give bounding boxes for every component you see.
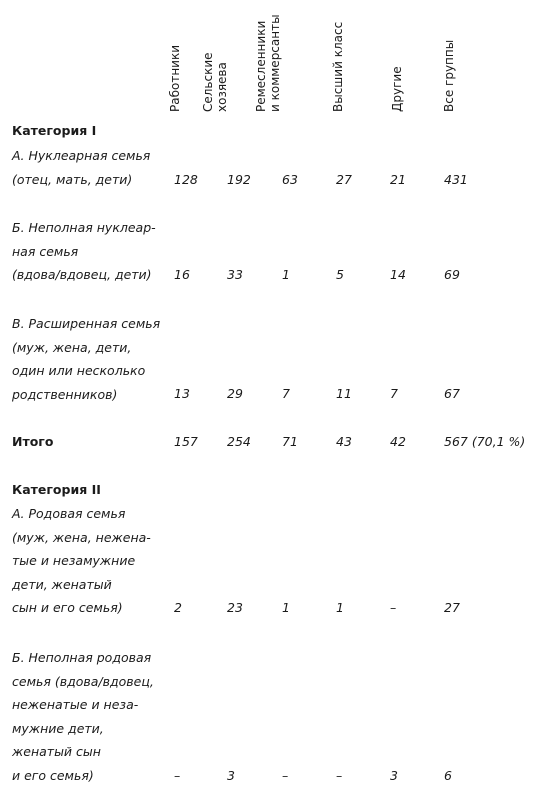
row-label-line: мужние дети,	[12, 720, 104, 736]
table-cell: –	[174, 768, 181, 783]
table-cell: 13	[174, 386, 190, 401]
table-cell: 33	[227, 267, 243, 282]
row-label	[12, 646, 154, 787]
row-label-line: неженатые и неза-	[12, 697, 139, 712]
column-header-line: Все группы	[442, 39, 456, 112]
table-cell: –	[282, 768, 289, 783]
table-cell: 2	[174, 600, 182, 615]
table-cell: 431	[444, 172, 468, 187]
total-cell: 254	[227, 434, 251, 449]
category-heading: Категория II	[12, 482, 101, 497]
row-label-line: и его семья)	[12, 767, 94, 783]
row-label-line: женатый сын	[12, 744, 101, 759]
column-header-line: Другие	[390, 66, 404, 112]
table-cell: 27	[336, 172, 352, 187]
column-header-line: Ремесленники	[254, 20, 268, 112]
column-header-line: Сельские	[201, 52, 215, 112]
table-cell: 16	[174, 267, 190, 282]
table-cell: 1	[282, 267, 290, 282]
column-header-line: Высший класс	[331, 21, 345, 112]
table-cell: 63	[282, 172, 298, 187]
table-cell: 1	[336, 600, 344, 615]
row-label-line: Б. Неполная родовая	[12, 650, 152, 665]
table-cell: 6	[444, 768, 452, 783]
column-header-line: хозяева	[215, 62, 229, 112]
row-label-line: ная семья	[12, 243, 79, 259]
column-header-line: Работники	[168, 44, 182, 112]
row-label	[12, 144, 150, 191]
row-label-line: Б. Неполная нуклеар-	[12, 220, 156, 235]
table-cell: 1	[282, 600, 290, 615]
total-cell: 157	[174, 434, 198, 449]
total-cell: 42	[390, 434, 406, 449]
table-cell: 29	[227, 386, 243, 401]
total-label: Итого	[12, 434, 54, 449]
table-cell: 7	[390, 386, 398, 401]
row-label-line: (муж, жена, дети,	[12, 339, 132, 355]
row-label-line: (муж, жена, нежена-	[12, 529, 151, 545]
total-cell: 71	[282, 434, 298, 449]
table-cell: 5	[336, 267, 344, 282]
row-label-line: (вдова/вдовец, дети)	[12, 267, 152, 282]
table-cell: 11	[336, 386, 352, 401]
row-label-line: семья (вдова/вдовец,	[12, 673, 154, 689]
table-cell: 7	[282, 386, 290, 401]
total-cell: 43	[336, 434, 352, 449]
table-cell: –	[336, 768, 343, 783]
row-label-line: дети, женатый	[12, 576, 112, 592]
table-cell: 3	[227, 768, 235, 783]
table-cell: –	[390, 600, 397, 615]
row-label-line: один или несколько	[12, 363, 146, 378]
table-cell: 21	[390, 172, 406, 187]
row-label-line: А. Родовая семья	[12, 506, 126, 521]
table-cell: 23	[227, 600, 243, 615]
row-label	[12, 312, 160, 406]
table-cell: 3	[390, 768, 398, 783]
category-heading: Категория I	[12, 123, 97, 138]
row-label	[12, 502, 151, 620]
column-header-line: и коммерсанты	[268, 14, 282, 112]
row-label-line: тые и незамужние	[12, 553, 136, 568]
table-cell: 128	[174, 172, 198, 187]
row-label-line: сын и его семья)	[12, 600, 123, 615]
table-cell: 67	[444, 386, 460, 401]
row-label-line: родственников)	[12, 386, 118, 402]
total-cell: 567 (70,1 %)	[444, 434, 526, 449]
table-cell: 14	[390, 267, 406, 282]
table-cell: 27	[444, 600, 460, 615]
row-label-line: В. Расширенная семья	[12, 316, 161, 331]
row-label	[12, 216, 156, 287]
table-cell: 192	[227, 172, 251, 187]
row-label-line: А. Нуклеарная семья	[12, 148, 151, 163]
table-cell: 69	[444, 267, 460, 282]
row-label-line: (отец, мать, дети)	[12, 171, 133, 187]
